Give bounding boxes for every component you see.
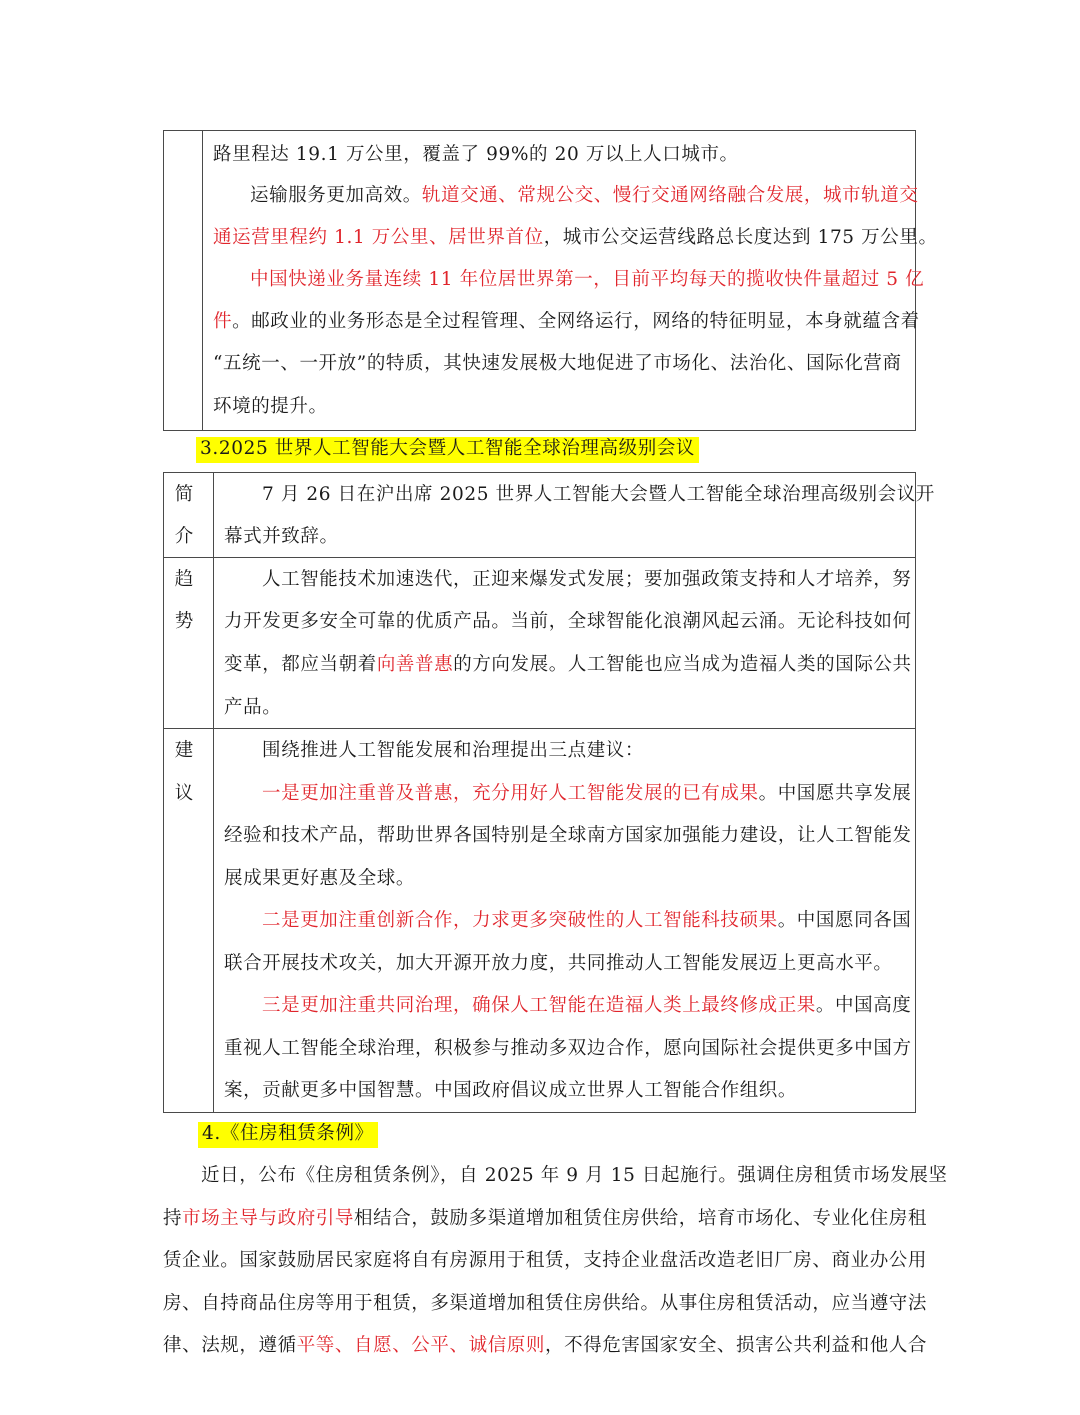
housing-line-2	[163, 1210, 927, 1229]
transport-line-7	[213, 398, 328, 417]
body-text: 运输服务更加高效。	[250, 185, 422, 206]
suggest-label-char-1: 建	[174, 740, 194, 761]
body-text: 7 月 26 日在沪出席 2025 世界人工智能大会暨人工智能全球治理高级别会议开	[262, 484, 935, 505]
emphasis-text: 二是更加注重创新合作，力求更多突破性的人工智能科技硕果	[262, 910, 778, 931]
body-text: 环境的提升。	[213, 396, 328, 417]
suggest-line-4	[224, 870, 415, 889]
body-text: 律、法规，遵循	[163, 1335, 297, 1356]
body-text: 。邮政业的业务形态是全过程管理、全网络运行，网络的特征明显，本身就蕴含着	[232, 311, 920, 332]
trend-label-char-1: 趋	[174, 569, 194, 590]
intro-line-1	[262, 486, 935, 505]
emphasis-text: 三是更加注重共同治理，确保人工智能在造福人类上最终修成正果	[262, 995, 816, 1016]
suggest-line-8	[224, 1040, 912, 1059]
body-text: 赁企业。国家鼓励居民家庭将自有房源用于租赁，支持企业盘活改造老旧厂房、商业办公用	[163, 1250, 928, 1271]
trend-line-2	[224, 613, 912, 632]
suggest-line-1	[262, 742, 644, 761]
trend-line-4	[224, 699, 281, 718]
body-text: 变革，都应当朝着	[224, 654, 377, 675]
body-text: 近日，公布《住房租赁条例》，自 2025 年 9 月 15 日起施行。强调住房租赁市场发展坚	[201, 1165, 948, 1186]
body-text: 路里程达 19.1 万公里，覆盖了 99%的 20 万以上人口城市。	[213, 144, 739, 165]
transport-line-3	[213, 229, 938, 248]
transport-line-5	[213, 313, 920, 332]
suggest-line-6	[224, 955, 893, 974]
emphasis-text: 轨道交通、常规公交、慢行交通网络融合发展，城市轨道交	[421, 185, 919, 206]
trend-label-char-2: 势	[174, 611, 194, 632]
suggest-line-9	[224, 1082, 797, 1101]
body-text: 围绕推进人工智能发展和治理提出三点建议：	[262, 740, 645, 761]
ai-table-row-rule-1	[163, 557, 916, 558]
section-heading-4: 4.《住房租赁条例》	[198, 1122, 378, 1148]
transport-line-6	[213, 355, 902, 374]
trend-line-3	[224, 656, 912, 675]
body-text: ，城市公交运营线路总长度达到 175 万公里。	[543, 227, 938, 248]
body-text: 的方向发展。人工智能也应当成为造福人类的国际公共	[453, 654, 912, 675]
emphasis-text: 中国快递业务量连续 11 年位居世界第一，目前平均每天的揽收快件量超过 5 亿	[250, 269, 925, 290]
body-text: 。中国愿共享发展	[758, 783, 912, 804]
housing-line-5	[163, 1337, 927, 1356]
transport-line-4	[250, 271, 924, 290]
body-text: 持	[163, 1208, 183, 1229]
transport-table-divider	[202, 130, 203, 431]
body-text: 经验和技术产品，帮助世界各国特别是全球南方国家加强能力建设，让人工智能发	[224, 825, 912, 846]
body-text: 幕式并致辞。	[224, 526, 339, 547]
suggest-line-7	[262, 997, 911, 1016]
suggest-line-5	[262, 912, 911, 931]
housing-line-3	[163, 1252, 927, 1271]
body-text: 力开发更多安全可靠的优质产品。当前，全球智能化浪潮风起云涌。无论科技如何	[224, 611, 912, 632]
body-text: “五统一、一开放”的特质，其快速发展极大地促进了市场化、法治化、国际化营商	[213, 353, 902, 374]
body-text: 人工智能技术加速迭代，正迎来爆发式发展；要加强政策支持和人才培养，努	[262, 569, 912, 590]
emphasis-text: 平等、自愿、公平、诚信原则	[296, 1335, 546, 1356]
body-text: 重视人工智能全球治理，积极参与推动多双边合作，愿向国际社会提供更多中国方	[224, 1038, 912, 1059]
body-text: 联合开展技术攻关，加大开源开放力度，共同推动人工智能发展迈上更高水平。	[224, 953, 893, 974]
intro-line-2	[224, 528, 339, 547]
suggest-label-char-2: 议	[174, 783, 194, 804]
intro-label-char-1: 简	[174, 484, 194, 505]
transport-line-1	[213, 146, 739, 165]
emphasis-text: 向善普惠	[376, 654, 454, 675]
suggest-line-3	[224, 827, 912, 846]
section-heading-3: 3.2025 世界人工智能大会暨人工智能全球治理高级别会议	[196, 437, 699, 463]
body-text: 。中国高度	[815, 995, 912, 1016]
trend-line-1	[262, 571, 911, 590]
body-text: 产品。	[224, 697, 282, 718]
intro-label-char-2: 介	[174, 526, 194, 547]
ai-table-row-rule-2	[163, 728, 916, 729]
transport-line-2	[250, 187, 919, 206]
emphasis-text: 通运营里程约 1.1 万公里、居世界首位	[213, 227, 544, 248]
ai-table-divider	[213, 472, 214, 1113]
emphasis-text: 件	[213, 311, 233, 332]
body-text: 展成果更好惠及全球。	[224, 868, 416, 889]
emphasis-text: 市场主导与政府引导	[182, 1208, 355, 1229]
body-text: ，不得危害国家安全、损害公共利益和他人合	[545, 1335, 928, 1356]
suggest-line-2	[262, 785, 911, 804]
body-text: 相结合，鼓励多渠道增加租赁住房供给，培育市场化、专业化住房租	[354, 1208, 928, 1229]
housing-line-4	[163, 1295, 927, 1314]
body-text: 案，贡献更多中国智慧。中国政府倡议成立世界人工智能合作组织。	[224, 1080, 798, 1101]
body-text: 。中国愿同各国	[777, 910, 912, 931]
body-text: 房、自持商品住房等用于租赁，多渠道增加租赁住房供给。从事住房租赁活动，应当遵守法	[163, 1293, 928, 1314]
housing-line-1	[201, 1167, 948, 1186]
emphasis-text: 一是更加注重普及普惠，充分用好人工智能发展的已有成果	[262, 783, 759, 804]
